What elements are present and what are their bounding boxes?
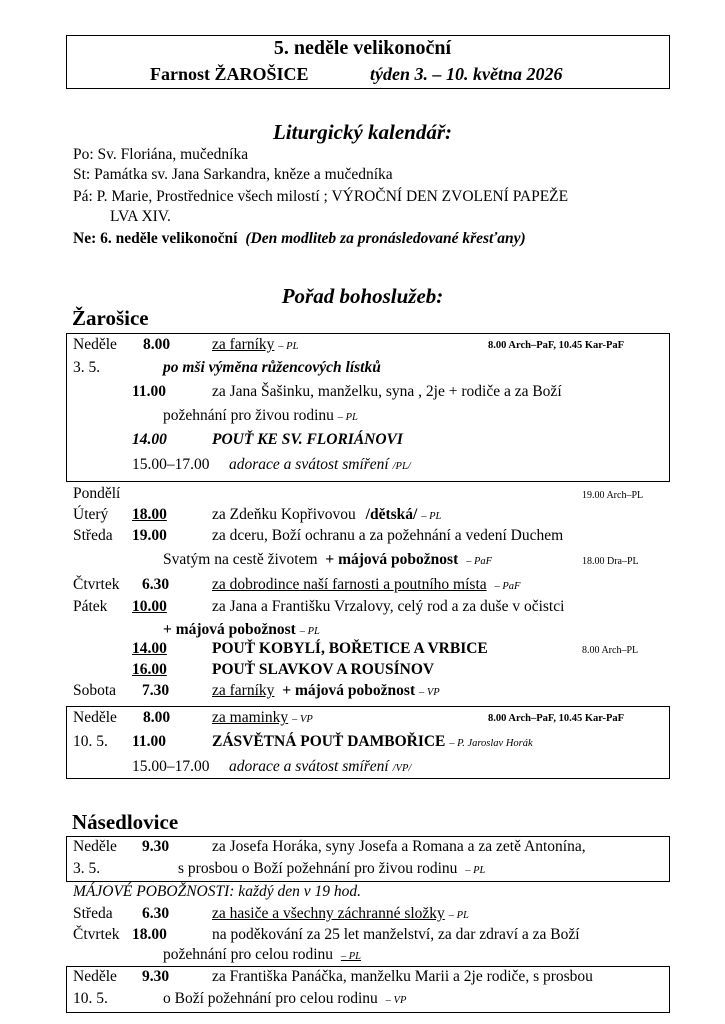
z1-time2: 11.00 [132,383,167,400]
z2-intention2 [212,733,533,751]
n1-time: 9.30 [142,838,170,855]
n-thu-intention1: na poděkování za 25 let manželství, za dar zdraví a za Boží [212,926,580,943]
calendar-sunday-note: (Den modliteb za pronásledované křesťany) [245,230,526,247]
z1-confession: 8.00 Arch–PaF, 10.45 Kar-PaF [488,340,625,351]
z2-day: Neděle [73,709,117,726]
n2-intention2 [163,990,406,1008]
fri-priest: – PL [299,626,320,637]
z1-intention1-text: za farníky [212,336,275,353]
sat-day: Sobota [73,682,117,699]
z1-priest2: – PL [337,412,358,423]
wed-confession: 18.00 Dra–PL [582,556,639,567]
n2-intention1: za Františka Panáčka, manželku Marii a 2je rodiče, s prosbou [212,968,593,985]
z2-intention1 [212,709,313,727]
mon-day: Pondělí [73,485,121,502]
n-wed-intention-text: za hasiče a všechny záchranné složky [212,905,445,922]
tue-priest: – PL [421,511,442,522]
n2-time: 9.30 [142,968,170,985]
wed-may: + májová pobožnost [325,551,459,568]
n2-priest: – VP [385,995,407,1006]
z2-intention2-text: ZÁSVĚTNÁ POUŤ DAMBOŘICE [212,733,446,750]
thu-day: Čtvrtek [73,576,120,593]
n1-intention1: za Josefa Horáka, syny Josefa a Romana a za zetě Antonína, [212,838,586,855]
z2-priest1: – VP [292,714,313,725]
z1-intention3: POUŤ KE SV. FLORIÁNOVI [212,431,403,448]
z2-time2: 11.00 [132,733,167,750]
z2-time1: 8.00 [143,709,171,726]
fri-time: 10.00 [132,598,167,615]
sat-time: 7.30 [142,682,170,699]
calendar-sunday [73,230,526,248]
thu-time: 6.30 [142,576,170,593]
z2-intention1-text: za maminky [212,709,289,726]
place-zarosice: Žarošice [72,306,149,330]
sat-may: + májová pobožnost [282,682,416,699]
wed-intention2 [163,551,492,569]
n2-date: 10. 5. [73,990,108,1007]
page-title: 5. neděle velikonoční [273,37,452,59]
thu-intention-text: za dobrodince naší farnosti a poutního místa [212,576,487,593]
tue-tag: /dětská/ [365,506,418,523]
n-wed-time: 6.30 [142,905,170,922]
n1-intention2 [178,860,485,878]
fri-may: + májová pobožnost [163,621,296,638]
z1-intention4 [229,456,411,474]
sat-priest: – VP [419,687,440,698]
mon-confession: 19.00 Arch–PL [582,490,644,501]
fri-time2: 14.00 [132,640,167,657]
fri-confession: 8.00 Arch–PL [582,645,639,656]
z1-intention1 [212,336,298,354]
fri-intention2: POUŤ KOBYLÍ, BOŘETICE A VRBICE [212,640,488,657]
wed-day: Středa [73,527,113,544]
z2-time3: 15.00–17.00 [132,758,210,775]
fri-intention3: POUŤ SLAVKOV A ROUSÍNOV [212,661,435,678]
z2-confession: 8.00 Arch–PaF, 10.45 Kar-PaF [488,713,625,724]
wed-intention2-text: Svatým na cestě životem [163,551,318,568]
z2-priest2: – P. Jaroslav Horák [449,738,533,749]
z1-priest1: – PL [278,341,299,352]
n-thu-intention2-text: požehnání pro celou rodinu [163,946,334,963]
n1-priest: – PL [465,865,486,876]
week-range: týden 3. – 10. května 2026 [370,64,563,84]
z2-intention3 [229,758,411,776]
n-wed-intention [212,905,469,923]
n-thu-time: 18.00 [132,926,167,943]
services-heading: Pořad bohoslužeb: [281,284,444,308]
tue-intention [212,506,441,524]
n-thu-intention2 [163,946,361,964]
z1-date: 3. 5. [73,359,101,376]
thu-priest: – PaF [494,581,521,592]
thu-intention [212,576,520,594]
z1-time4: 15.00–17.00 [132,456,210,473]
n1-intention2-text: s prosbou o Boží požehnání pro živou rodinu [178,860,458,877]
n2-intention2-text: o Boží požehnání pro celou rodinu [163,990,378,1007]
z1-intention4-text: adorace a svátost smíření [229,456,389,473]
tue-intention-text: za Zdeňku Kopřivovou [212,506,356,523]
n-wed-day: Středa [73,905,113,922]
z1-intention2a: za Jana Šašinku, manželku, syna , 2je + rodiče a za Boží [212,383,562,400]
sat-intention-text: za farníky [212,682,275,699]
wed-priest: – PaF [466,556,493,567]
z1-intention2b-text: požehnání pro živou rodinu [163,407,334,424]
n-may-note: MÁJOVÉ POBOŽNOSTI: každý den v 19 hod. [73,883,361,900]
fri-time3: 16.00 [132,661,167,678]
n-thu-day: Čtvrtek [73,926,120,943]
tue-day: Úterý [73,506,109,523]
z2-intention3-text: adorace a svátost smíření [229,758,389,775]
n-thu-priest: – PL [340,951,362,962]
calendar-wednesday: St: Památka sv. Jana Sarkandra, kněze a mučedníka [73,166,393,183]
calendar-friday-line2: LVA XIV. [110,208,171,225]
place-nasedlovice: Násedlovice [72,810,179,834]
n1-date: 3. 5. [73,860,101,877]
sat-intention [212,682,440,700]
z1-note: po mši výměna růžencových lístků [163,359,381,376]
calendar-friday-line1: Pá: P. Marie, Prostřednice všech milostí ; VÝROČNÍ DEN ZVOLENÍ PAPEŽE [73,188,569,205]
calendar-heading: Liturgický kalendář: [272,120,453,144]
fri-day: Pátek [73,598,108,615]
wed-time: 19.00 [132,527,167,544]
wed-intention1: za dceru, Boží ochranu a za požehnání a vedení Duchem [212,527,564,544]
parish-name: Farnost ŽAROŠICE [150,64,309,84]
z1-time1: 8.00 [143,336,171,353]
tue-time: 18.00 [132,506,167,523]
n1-day: Neděle [73,838,117,855]
z1-time3: 14.00 [132,431,167,448]
z1-day: Neděle [73,336,117,353]
z1-intention2b [163,407,358,425]
n2-day: Neděle [73,968,117,985]
fri-may-line [163,621,320,639]
z1-priest4: /PL/ [392,461,411,472]
n-wed-priest: – PL [448,910,469,921]
fri-intention: za Jana a Františku Vrzalovy, celý rod a za duše v očistci [212,598,565,615]
calendar-sunday-label: Ne: 6. neděle velikonoční [73,230,238,247]
z2-priest3: /VP/ [392,763,412,774]
z2-date: 10. 5. [73,733,108,750]
calendar-monday: Po: Sv. Floriána, mučedníka [73,146,249,163]
